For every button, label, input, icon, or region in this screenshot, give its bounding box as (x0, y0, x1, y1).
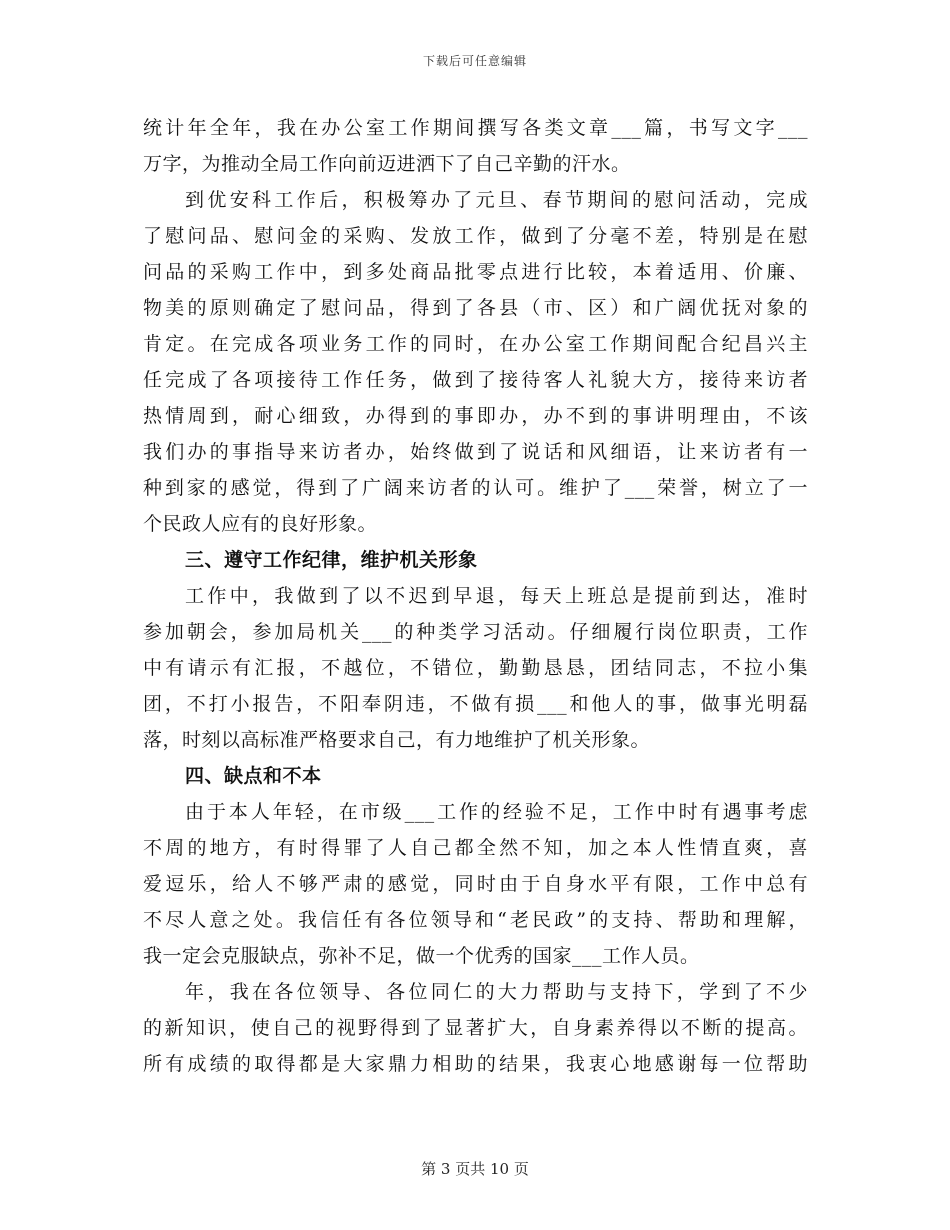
section-heading: 三、遵守工作纪律，维护机关形象 (185, 549, 478, 571)
body-line: 物美的原则确定了慰问品，得到了各县（市、区）和广阔优抚对象的 (143, 297, 808, 319)
body-line: 中有请示有汇报，不越位，不错位，勤勤恳恳，团结同志，不拉小集 (143, 657, 808, 679)
page-number: 第 3 页共 10 页 (421, 1160, 529, 1178)
body-line: 所有成绩的取得都是大家鼎力相助的结果，我衷心地感谢每一位帮助 (143, 1053, 808, 1075)
body-line: 个民政人应有的良好形象。 (143, 513, 378, 535)
body-line: 由于本人年轻，在市级___工作的经验不足，工作中时有遇事考虑 (185, 801, 808, 823)
body-line: 我一定会克服缺点，弥补不足，做一个优秀的国家___工作人员。 (143, 945, 700, 967)
body-line: 统计年全年，我在办公室工作期间撰写各类文章___篇，书写文字___ (143, 117, 808, 139)
body-line: 了慰问品、慰问金的采购、发放工作，做到了分毫不差，特别是在慰 (143, 225, 808, 247)
body-line: 不尽人意之处。我信任有各位领导和“老民政”的支持、帮助和理解， (143, 909, 808, 931)
body-line: 不周的地方，有时得罪了人自己都全然不知，加之本人性情直爽，喜 (143, 837, 808, 859)
body-line: 问品的采购工作中，到多处商品批零点进行比较，本着适用、价廉、 (143, 261, 808, 283)
body-line: 爱逗乐，给人不够严肃的感觉，同时由于自身水平有限，工作中总有 (143, 873, 808, 895)
body-line: 我们办的事指导来访者办，始终做到了说话和风细语，让来访者有一 (143, 441, 808, 463)
body-line: 年，我在各位领导、各位同仁的大力帮助与支持下，学到了不少 (185, 981, 808, 1003)
body-line: 到优安科工作后，积极筹办了元旦、春节期间的慰问活动，完成 (185, 189, 808, 211)
body-line: 落，时刻以高标准严格要求自己，有力地维护了机关形象。 (143, 729, 651, 751)
body-line: 种到家的感觉，得到了广阔来访者的认可。维护了___荣誉，树立了一 (143, 477, 808, 499)
body-line: 肯定。在完成各项业务工作的同时，在办公室工作期间配合纪昌兴主 (143, 333, 808, 355)
page-header-note: 下载后可任意编辑 (422, 54, 527, 68)
body-line: 任完成了各项接待工作任务，做到了接待客人礼貌大方，接待来访者 (143, 369, 808, 391)
section-heading: 四、缺点和不本 (185, 765, 322, 787)
body-line: 团，不打小报告，不阳奉阴违，不做有损___和他人的事，做事光明磊 (143, 693, 808, 715)
document-body (143, 110, 808, 1082)
body-line: 的新知识，使自己的视野得到了显著扩大，自身素养得以不断的提高。 (143, 1017, 808, 1039)
body-line: 参加朝会，参加局机关___的种类学习活动。仔细履行岗位职责，工作 (143, 621, 808, 643)
body-line: 万字，为推动全局工作向前迈进洒下了自己辛勤的汗水。 (143, 153, 631, 175)
body-line: 工作中，我做到了以不迟到早退，每天上班总是提前到达，准时 (185, 585, 808, 607)
body-line: 热情周到，耐心细致，办得到的事即办，办不到的事讲明理由，不该 (143, 405, 808, 427)
